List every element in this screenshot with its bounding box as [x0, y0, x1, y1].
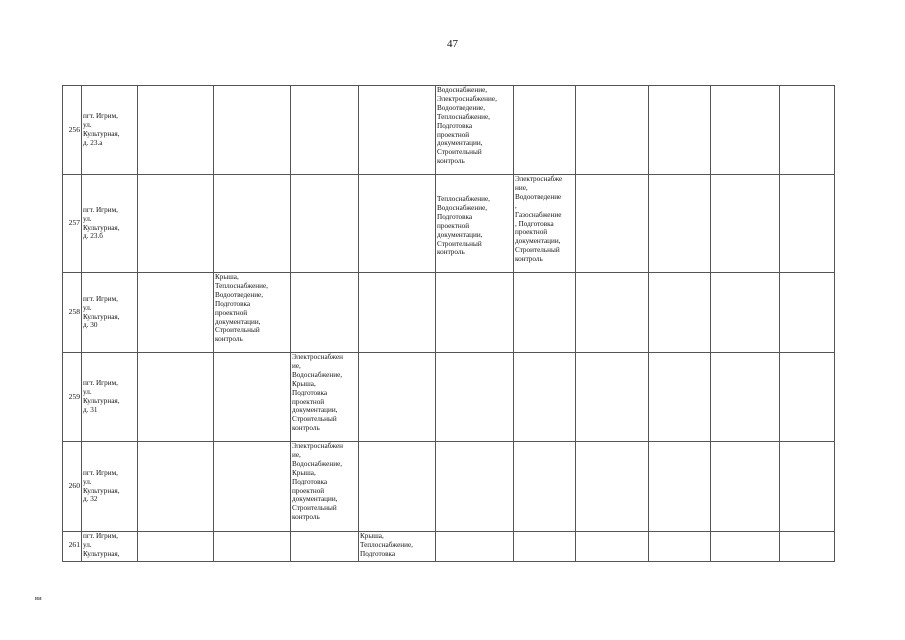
work-cell: Водоснабжение, Электроснабжение, Водоотведение, Теплоснабжение, Подготовка проектной документации, Строительный контроль [436, 86, 514, 175]
row-number: 257 [63, 175, 82, 273]
work-cell [138, 442, 214, 532]
work-cell [711, 86, 780, 175]
work-cell [359, 273, 436, 353]
work-cell [214, 353, 291, 442]
work-cell [138, 353, 214, 442]
row-number: 261 [63, 532, 82, 562]
work-cell [780, 273, 835, 353]
table-row [63, 175, 835, 273]
address-cell: пгт. Игрим, ул. Культурная, д. 23.б [82, 175, 138, 273]
work-cell [291, 86, 359, 175]
work-cell [436, 273, 514, 353]
work-cell [514, 273, 576, 353]
work-cell [576, 273, 649, 353]
work-cell [291, 175, 359, 273]
work-cell [514, 353, 576, 442]
address-cell: пгт. Игрим, ул. Культурная, д. 23.а [82, 86, 138, 175]
work-schedule-table [62, 85, 835, 562]
work-cell [514, 532, 576, 562]
work-cell [214, 86, 291, 175]
work-cell: Электроснабже ние, Водоотведение , Газоснабжение , Подготовка проектной документации, Строительный контроль [514, 175, 576, 273]
address-cell: пгт. Игрим, ул. Культурная, д. 30 [82, 273, 138, 353]
page-number: 47 [447, 38, 458, 50]
row-number: 260 [63, 442, 82, 532]
work-cell [576, 175, 649, 273]
work-cell [711, 175, 780, 273]
work-cell [711, 273, 780, 353]
work-cell [649, 86, 711, 175]
work-cell [649, 353, 711, 442]
work-cell [649, 273, 711, 353]
address-cell: пгт. Игрим, ул. Культурная, д. 31 [82, 353, 138, 442]
address-cell: пгт. Игрим, ул. Культурная, [82, 532, 138, 562]
work-cell [649, 532, 711, 562]
work-cell [436, 353, 514, 442]
work-cell [780, 353, 835, 442]
work-cell [138, 273, 214, 353]
work-cell [359, 86, 436, 175]
work-cell [780, 532, 835, 562]
work-cell: Крыша, Теплоснабжение, Водоотведение, Подготовка проектной документации, Строительный контроль [214, 273, 291, 353]
work-cell [291, 532, 359, 562]
work-cell [359, 442, 436, 532]
work-cell [576, 353, 649, 442]
work-cell [514, 86, 576, 175]
work-cell [359, 353, 436, 442]
work-cell [138, 532, 214, 562]
work-cell [711, 442, 780, 532]
table-row [63, 86, 835, 175]
work-cell [436, 442, 514, 532]
work-cell [780, 175, 835, 273]
table-row [63, 273, 835, 353]
work-cell: Теплоснабжение, Водоснабжение, Подготовка проектной документации, Строительный контроль [436, 175, 514, 273]
work-cell [780, 442, 835, 532]
work-cell [576, 86, 649, 175]
work-cell [711, 532, 780, 562]
work-cell [576, 532, 649, 562]
work-cell [649, 442, 711, 532]
work-cell [138, 86, 214, 175]
table-row [63, 442, 835, 532]
table-row [63, 353, 835, 442]
work-cell [214, 532, 291, 562]
footer-mark: ви [35, 595, 42, 602]
work-cell: Электроснабжен ие, Водоснабжение, Крыша, Подготовка проектной документации, Строительный контроль [291, 442, 359, 532]
work-cell [291, 273, 359, 353]
work-cell: Крыша, Теплоснабжение, Подготовка [359, 532, 436, 562]
row-number: 258 [63, 273, 82, 353]
work-cell [138, 175, 214, 273]
work-cell [214, 175, 291, 273]
work-cell [576, 442, 649, 532]
row-number: 259 [63, 353, 82, 442]
work-cell [359, 175, 436, 273]
address-cell: пгт. Игрим, ул. Культурная, д. 32 [82, 442, 138, 532]
work-cell [436, 532, 514, 562]
work-cell [780, 86, 835, 175]
table-row [63, 532, 835, 562]
row-number: 256 [63, 86, 82, 175]
work-cell [214, 442, 291, 532]
work-cell [711, 353, 780, 442]
work-cell [649, 175, 711, 273]
work-cell: Электроснабжен ие, Водоснабжение, Крыша, Подготовка проектной документации, Строительный контроль [291, 353, 359, 442]
work-cell [514, 442, 576, 532]
